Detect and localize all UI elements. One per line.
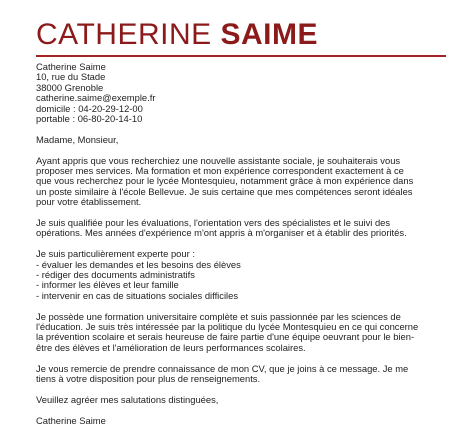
sender-block [36,62,446,124]
list-item: - intervenir en cas de situations sociales difficiles [36,289,239,301]
paragraph-line: Je possède une formation universitaire complète et suis passionnée par les sciences de [36,310,401,322]
paragraph-line: être des élèves et l'amélioration de leurs performances scolaires. [36,341,306,353]
header-rule [36,55,446,57]
paragraph-line: tiens à votre disposition pour plus de renseignements. [36,373,261,385]
paragraph-3 [36,249,446,301]
paragraph-line: l'éducation. Je suis très intéressée par la politique du lycée Montesquieu en ce qui concerne [36,321,419,333]
sender-address-line-2: 38000 Grenoble [36,81,104,93]
paragraph-line: opérations. Mes années d'expérience m'ont appris à m'organiser et à établir des priorités. [36,227,407,239]
sender-home-phone: domicile : 04-20-29-12-00 [36,102,143,114]
paragraph-2 [36,218,446,239]
list-item: - rédiger des documents administratifs [36,269,195,281]
list-item: - informer les élèves et leur famille [36,279,179,291]
signature: Catherine Saime [36,414,106,426]
paragraph-line: Je suis qualifiée pour les évaluations, l'orientation vers des spécialistes et le suivi des [36,217,391,229]
paragraph-1 [36,156,446,208]
paragraph-line: la prévention scolaire et serais heureuse de faire partie d'une équipe oeuvrant pour le bien- [36,331,415,343]
list-intro: Je suis particulièrement experte pour : [36,248,195,260]
paragraph-line: Ayant appris que vous recherchiez une nouvelle assistante sociale, je souhaiterais vous [36,154,401,166]
sender-email: catherine.saime@exemple.fr [36,92,156,104]
letter-body [36,62,446,426]
paragraph-4 [36,312,446,354]
paragraph-line: pour votre établissement. [36,196,142,208]
sender-address-line-1: 10, rue du Stade [36,71,106,83]
first-name: CATHERINE [36,18,212,51]
closing: Veuillez agréer mes salutations distinguées, [36,393,219,405]
sender-full-name [36,18,446,52]
paragraph-line: un poste similaire à l'école Bellevue. Je suis certaine que mes compétences seront idéales [36,185,413,197]
sender-mobile-phone: portable : 06-80-20-14-10 [36,113,143,125]
sender-name: Catherine Saime [36,61,106,72]
last-name: SAIME [220,18,318,51]
list-item: - évaluer les demandes et les besoins des élèves [36,258,241,270]
paragraph-line: que vous recherchez pour le lycée Montesquieu, notamment grâce à mon expérience dans [36,175,414,187]
letter-header [36,18,446,52]
paragraph-line: Je vous remercie de prendre connaissance de mon CV, que je joins à ce message. Je me [36,362,409,374]
salutation: Madame, Monsieur, [36,133,119,145]
paragraph-5 [36,364,446,385]
paragraph-line: proposer mes services. Ma formation et mon expérience correspondent exactement à ce [36,165,404,177]
